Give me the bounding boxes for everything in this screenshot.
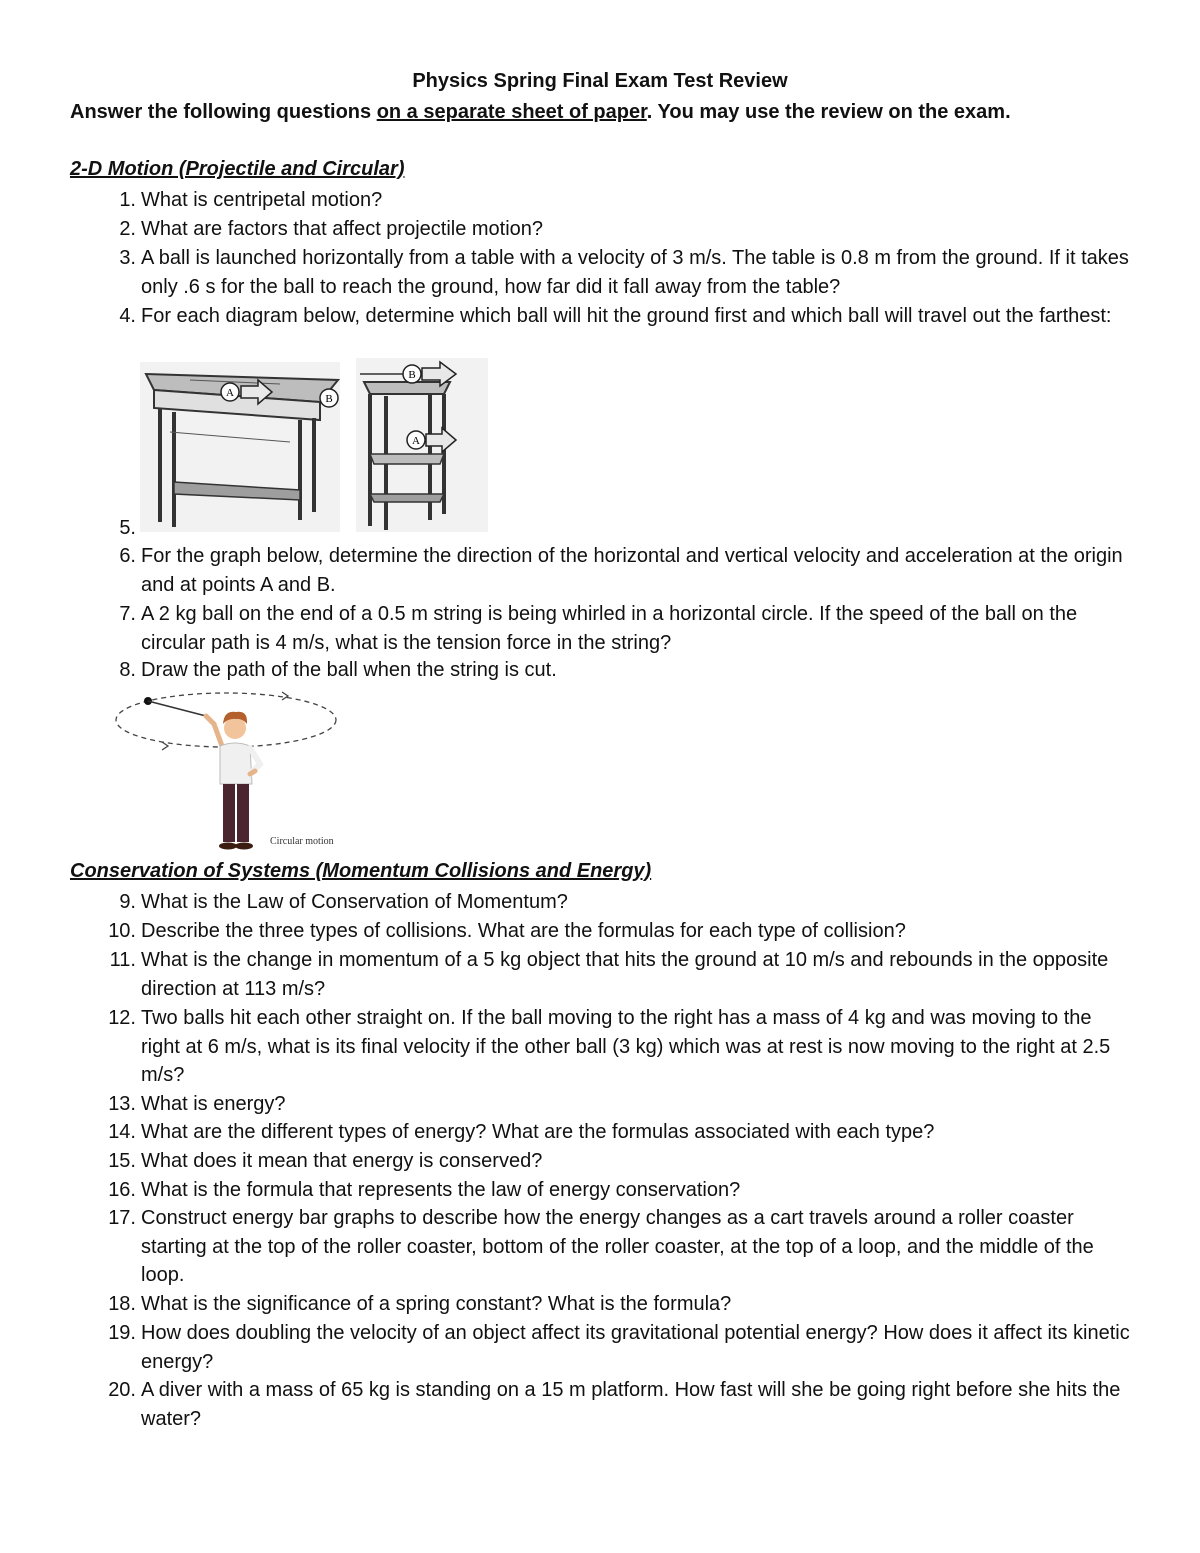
- question-number: 1.: [119, 189, 136, 211]
- ball-b-marker: [317, 386, 341, 410]
- question-number: 19.: [108, 1322, 136, 1344]
- question-number: 3.: [119, 247, 136, 269]
- question-14: [98, 1118, 1133, 1147]
- section-heading-2d-motion: 2-D Motion (Projectile and Circular): [70, 158, 405, 180]
- question-number: 20.: [108, 1379, 136, 1401]
- section-heading-conservation: Conservation of Systems (Momentum Collisions and Energy): [70, 860, 652, 882]
- question-number: 2.: [119, 218, 136, 240]
- question-text: What is the change in momentum of a 5 kg object that hits the ground at 10 m/s and rebounds in the opposite direction at 113 m/s?: [141, 949, 1109, 1000]
- question-6: [98, 542, 1133, 599]
- question-text: A diver with a mass of 65 kg is standing on a 15 m platform. How fast will she be going right before she hits the water?: [141, 1379, 1121, 1430]
- instructions: [70, 101, 1011, 124]
- circular-motion-caption: Circular motion: [270, 836, 334, 847]
- table-diagram-1: [140, 362, 340, 532]
- question-13: [98, 1090, 1133, 1119]
- question-text: What is energy?: [141, 1093, 286, 1115]
- question-number: 18.: [108, 1293, 136, 1315]
- question-9: [98, 888, 1133, 917]
- instructions-text-end: . You may use the review on the exam.: [646, 101, 1011, 123]
- question-text: A ball is launched horizontally from a table with a velocity of 3 m/s. The table is 0.8 m from the ground. If it takes only .6 s for the ball to reach the ground, how far did it fall away from the table?: [141, 247, 1129, 298]
- question-text: What are the different types of energy? What are the formulas associated with each type?: [141, 1121, 935, 1143]
- question-15: [98, 1147, 1133, 1176]
- instructions-text: Answer the following questions: [70, 101, 377, 123]
- question-3: [98, 244, 1133, 301]
- question-number: 8.: [119, 659, 136, 681]
- question-text: How does doubling the velocity of an object affect its gravitational potential energy? How does it affect its kinetic energy?: [141, 1322, 1130, 1373]
- question-text: What are factors that affect projectile motion?: [141, 218, 544, 240]
- question-number: 4.: [119, 305, 136, 327]
- question-7: [98, 600, 1133, 657]
- table-diagram-2: [356, 358, 488, 532]
- question-text: For the graph below, determine the direction of the horizontal and vertical velocity and acceleration at the origin and at points A and B.: [141, 545, 1123, 596]
- question-text: What is the Law of Conservation of Momentum?: [141, 891, 568, 913]
- question-text: What is the significance of a spring constant? What is the formula?: [141, 1293, 732, 1315]
- question-19: [98, 1319, 1133, 1376]
- question-text: What is the formula that represents the law of energy conservation?: [141, 1179, 741, 1201]
- ball-a-label: A: [412, 435, 420, 447]
- page-title: Physics Spring Final Exam Test Review: [412, 70, 788, 92]
- question-number: 6.: [119, 545, 136, 567]
- question-number: 17.: [108, 1207, 136, 1229]
- question-17: [98, 1204, 1133, 1290]
- question-number: 13.: [108, 1093, 136, 1115]
- question-number: 16.: [108, 1179, 136, 1201]
- question-16: [98, 1176, 1133, 1205]
- circular-motion-figure: [110, 688, 350, 853]
- question-text: Construct energy bar graphs to describe how the energy changes as a cart travels around a roller coaster starting at the top of the roller coaster, bottom of the roller coaster, at the top of a loop, and the middle of the loop.: [141, 1207, 1094, 1287]
- question-text: Draw the path of the ball when the string is cut.: [141, 659, 557, 681]
- ball-b-label: B: [408, 369, 416, 381]
- question-number: 11.: [109, 949, 136, 971]
- ball-a-label: A: [226, 387, 234, 399]
- question-number: 14.: [108, 1121, 136, 1143]
- question-number: 9.: [119, 891, 136, 913]
- question-8: [98, 656, 1133, 685]
- question-10: [98, 917, 1133, 946]
- question-2: [98, 215, 1133, 244]
- question-text: A 2 kg ball on the end of a 0.5 m string is being whirled in a horizontal circle. If the speed of the ball on the circular path is 4 m/s, what is the tension force in the string?: [141, 603, 1078, 654]
- question-18: [98, 1290, 1133, 1319]
- question-number: 15.: [108, 1150, 136, 1172]
- question-12: [98, 1004, 1133, 1090]
- question-number: 7.: [119, 603, 136, 625]
- instructions-underlined: on a separate sheet of paper: [376, 101, 647, 123]
- question-number: 10.: [108, 920, 136, 942]
- question-4: [98, 302, 1133, 331]
- question-text: What does it mean that energy is conserved?: [141, 1150, 543, 1172]
- question-number: 12.: [108, 1007, 136, 1029]
- question-text: What is centripetal motion?: [141, 189, 383, 211]
- question-11: [98, 946, 1133, 1003]
- question-20: [98, 1376, 1133, 1433]
- question-text: For each diagram below, determine which ball will hit the ground first and which ball will travel out the farthest:: [141, 305, 1112, 327]
- question-text: Two balls hit each other straight on. If the ball moving to the right has a mass of 4 kg and was moving to the right at 6 m/s, what is its final velocity if the other ball (3 kg) which was at rest is now moving to the right at 2.5 m/s?: [141, 1007, 1111, 1087]
- question-number: 5.: [119, 517, 136, 539]
- question-1: [98, 186, 1133, 215]
- question-text: Describe the three types of collisions. What are the formulas for each type of collision?: [141, 920, 906, 942]
- ball-b-label: B: [325, 393, 333, 405]
